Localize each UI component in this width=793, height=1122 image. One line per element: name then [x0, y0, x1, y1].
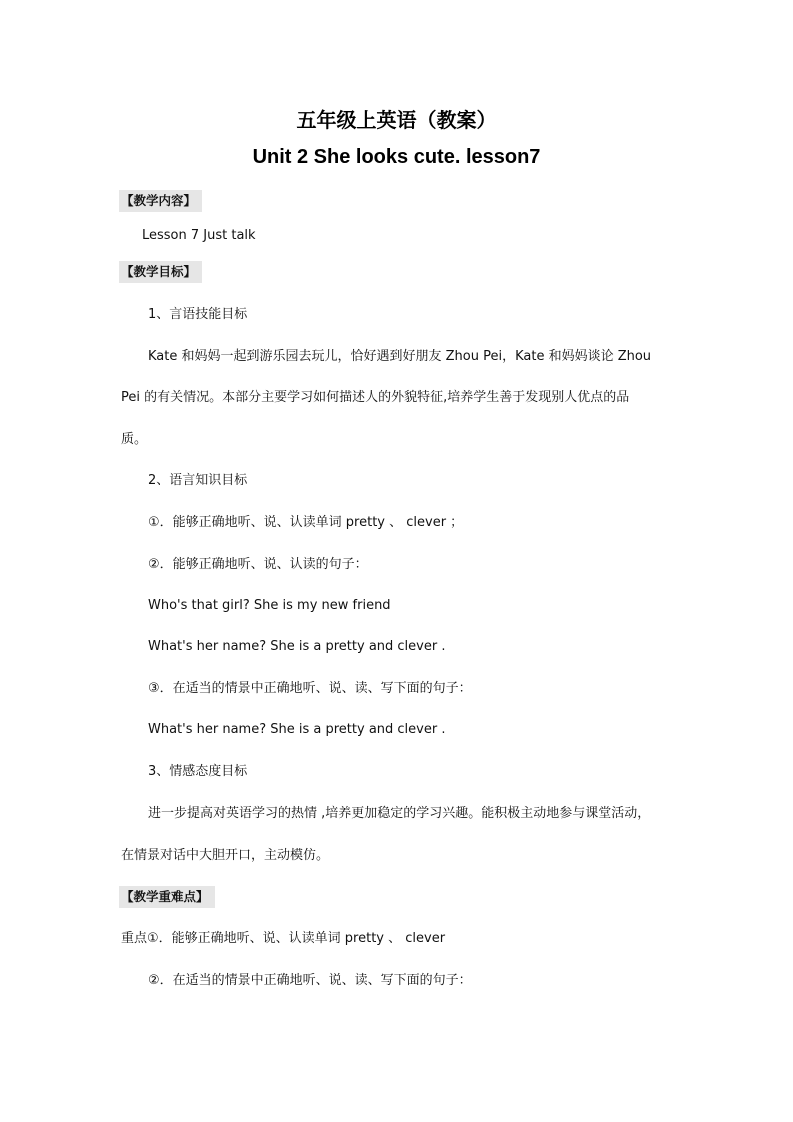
- section-header-key-points: 【教学重难点】: [119, 886, 215, 908]
- section-header-goals: 【教学目标】: [119, 261, 202, 283]
- goal1-paragraph-line3: 质。: [121, 432, 148, 447]
- goal1-title: 1、言语技能目标: [148, 307, 248, 322]
- goal2-sentence1: Who's that girl? She is my new friend: [148, 598, 391, 613]
- key-point2: ②．在适当的情景中正确地听、说、读、写下面的句子：: [148, 973, 472, 988]
- goal2-item3: ③．在适当的情景中正确地听、说、读、写下面的句子：: [148, 681, 472, 696]
- goal2-item2: ②．能够正确地听、说、认读的句子：: [148, 557, 368, 572]
- goal2-item1: ①．能够正确地听、说、认读单词 pretty 、 clever ；: [148, 515, 464, 530]
- goal1-paragraph-line1: Kate 和妈妈一起到游乐园去玩儿，恰好遇到好朋友 Zhou Pei，Kate 和妈妈谈论 Zhou: [148, 349, 652, 364]
- document-title: 五年级上英语（教案）: [296, 108, 497, 132]
- goal2-sentence3: What's her name? She is a pretty and clever .: [148, 722, 446, 737]
- goal3-paragraph-line2: 在情景对话中大胆开口，主动模仿。: [121, 848, 330, 863]
- goal3-paragraph-line1: 进一步提高对英语学习的热情 ,培养更加稳定的学习兴趣。能积极主动地参与课堂活动，: [148, 806, 651, 821]
- goal2-title: 2、语言知识目标: [148, 473, 248, 488]
- goal1-paragraph-line2: Pei 的有关情况。本部分主要学习如何描述人的外貌特征,培养学生善于发现别人优点的品: [121, 390, 630, 405]
- document-subtitle: Unit 2 She looks cute. lesson7: [252, 146, 541, 168]
- key-point1: 重点①．能够正确地听、说、认读单词 pretty 、 clever: [121, 931, 446, 946]
- content-line: Lesson 7 Just talk: [142, 228, 256, 243]
- section-header-content: 【教学内容】: [119, 190, 202, 212]
- goal3-title: 3、情感态度目标: [148, 764, 248, 779]
- goal2-sentence2: What's her name? She is a pretty and clever .: [148, 639, 446, 654]
